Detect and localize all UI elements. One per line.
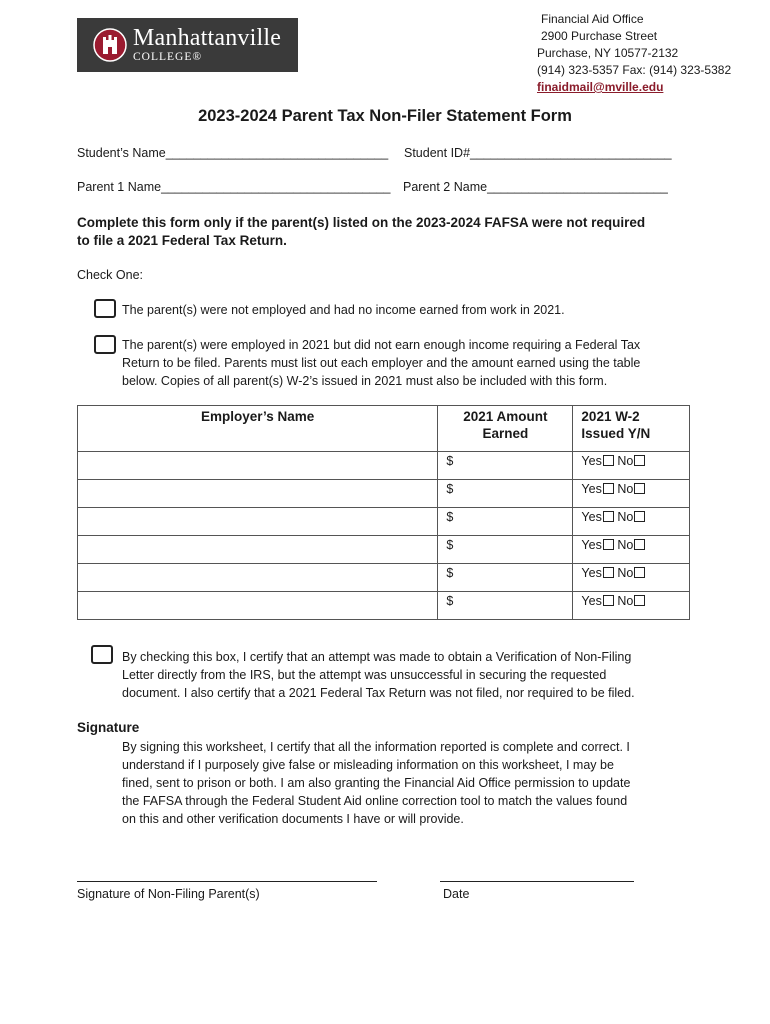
dollar-sign: $ [446,538,454,552]
yes-label: Yes [581,454,602,468]
instruction-note [77,214,645,250]
no-checkbox[interactable] [634,511,645,522]
office-email-link[interactable]: finaidmail@mville.edu [537,80,664,94]
college-logo [77,18,298,72]
no-label: No [617,566,634,580]
college-crest-icon [93,28,127,62]
signature-text-line: By signing this worksheet, I certify that all the information reported is complete and correct. I [122,740,630,754]
parent1-name-field[interactable]: Parent 1 Name_________________________________ [77,180,391,194]
table-row [78,592,690,620]
amount-cell[interactable] [438,536,573,564]
amount-cell[interactable] [438,452,573,480]
office-city: Purchase, NY 10577-2132 [537,46,679,60]
signature-text-line: on this and other verification documents I have or will provide. [122,812,464,826]
employer-name-cell[interactable] [78,480,438,508]
yes-label: Yes [581,482,602,496]
certify-text-line: Letter directly from the IRS, but the attempt was unsuccessful in securing the requested [122,668,607,682]
table-header-row [78,406,690,452]
signature-statement [122,738,630,828]
table-row [78,564,690,592]
parent2-name-field[interactable]: Parent 2 Name__________________________ [403,180,668,194]
yes-checkbox[interactable] [603,511,614,522]
w2-header-line: 2021 W-2 [581,409,640,424]
w2-cell [573,536,690,564]
logo-name: Manhattanville [133,25,282,52]
yes-checkbox[interactable] [603,595,614,606]
signature-text-line: understand if I purposely give false or misleading information on this worksheet, I may be [122,758,614,772]
option-employed-text [122,336,640,390]
w2-header-line: Issued Y/N [581,426,651,441]
certify-text-line: document. I also certify that a 2021 Federal Tax Return was not filed, nor required to be filed. [122,686,635,700]
table-row [78,536,690,564]
date-label: Date [443,887,470,901]
student-name-field[interactable]: Student’s Name________________________________ [77,146,389,160]
office-name: Financial Aid Office [541,12,644,26]
amount-cell[interactable] [438,508,573,536]
yes-checkbox[interactable] [603,483,614,494]
amount-header-line: Earned [482,426,529,441]
option-text-line: The parent(s) were employed in 2021 but did not earn enough income requiring a Federal Tax [122,338,641,352]
dollar-sign: $ [446,482,454,496]
option-text-line: below. Copies of all parent(s) W-2’s issued in 2021 must also be included with this form. [122,374,608,388]
w2-cell [573,452,690,480]
employer-name-cell[interactable] [78,452,438,480]
no-label: No [617,538,634,552]
no-label: No [617,510,634,524]
logo-sub: COLLEGE® [133,51,203,64]
yes-checkbox[interactable] [603,567,614,578]
table-row [78,480,690,508]
amount-header [438,406,573,452]
w2-cell [573,564,690,592]
no-checkbox[interactable] [634,539,645,550]
employer-name-cell[interactable] [78,592,438,620]
no-label: No [617,454,634,468]
no-checkbox[interactable] [634,483,645,494]
w2-cell [573,508,690,536]
table-row [78,508,690,536]
form-title: 2023-2024 Parent Tax Non-Filer Statement Form [198,107,572,125]
yes-label: Yes [581,510,602,524]
table-row [78,452,690,480]
w2-header [573,406,690,452]
no-checkbox[interactable] [634,595,645,606]
parent-signature-label: Signature of Non-Filing Parent(s) [77,887,260,901]
employer-table [77,405,690,620]
dollar-sign: $ [446,566,454,580]
employer-name-cell[interactable] [78,536,438,564]
employer-name-cell[interactable] [78,508,438,536]
w2-cell [573,480,690,508]
signature-text-line: fined, sent to prison or both. I am also granting the Financial Aid Office permission to update [122,776,631,790]
dollar-sign: $ [446,510,454,524]
student-id-field[interactable]: Student ID#_____________________________ [404,146,672,160]
dollar-sign: $ [446,594,454,608]
w2-cell [573,592,690,620]
dollar-sign: $ [446,454,454,468]
instruction-line: Complete this form only if the parent(s) listed on the 2023-2024 FAFSA were not required [77,215,646,230]
amount-header-line: 2021 Amount [463,409,548,424]
office-phone: (914) 323-5357 Fax: (914) 323-5382 [537,63,732,77]
option-employed-low-income-checkbox[interactable] [94,335,116,354]
instruction-line: to file a 2021 Federal Tax Return. [77,233,287,248]
amount-cell[interactable] [438,480,573,508]
yes-checkbox[interactable] [603,539,614,550]
amount-cell[interactable] [438,564,573,592]
check-one-label: Check One: [77,268,144,282]
parent-signature-line[interactable] [77,881,377,882]
yes-checkbox[interactable] [603,455,614,466]
amount-cell[interactable] [438,592,573,620]
office-address [537,11,731,96]
yes-label: Yes [581,566,602,580]
yes-label: Yes [581,538,602,552]
date-signature-line[interactable] [440,881,634,882]
option-not-employed-checkbox[interactable] [94,299,116,318]
certify-text [122,648,635,702]
no-label: No [617,482,634,496]
yes-label: Yes [581,594,602,608]
signature-heading: Signature [77,720,140,735]
no-checkbox[interactable] [634,455,645,466]
employer-name-cell[interactable] [78,564,438,592]
certify-text-line: By checking this box, I certify that an attempt was made to obtain a Verification of Non-Filing [122,650,632,664]
option-not-employed-text [122,301,565,319]
signature-text-line: the FAFSA through the Federal Student Aid online correction tool to match the values found [122,794,628,808]
no-label: No [617,594,634,608]
option-text-line: The parent(s) were not employed and had no income earned from work in 2021. [122,303,565,317]
option-text-line: Return to be filed. Parents must list out each employer and the amount earned using the table [122,356,641,370]
irs-attempt-certify-checkbox[interactable] [91,645,113,664]
employer-name-header: Employer’s Name [78,406,438,452]
no-checkbox[interactable] [634,567,645,578]
office-street: 2900 Purchase Street [541,29,658,43]
